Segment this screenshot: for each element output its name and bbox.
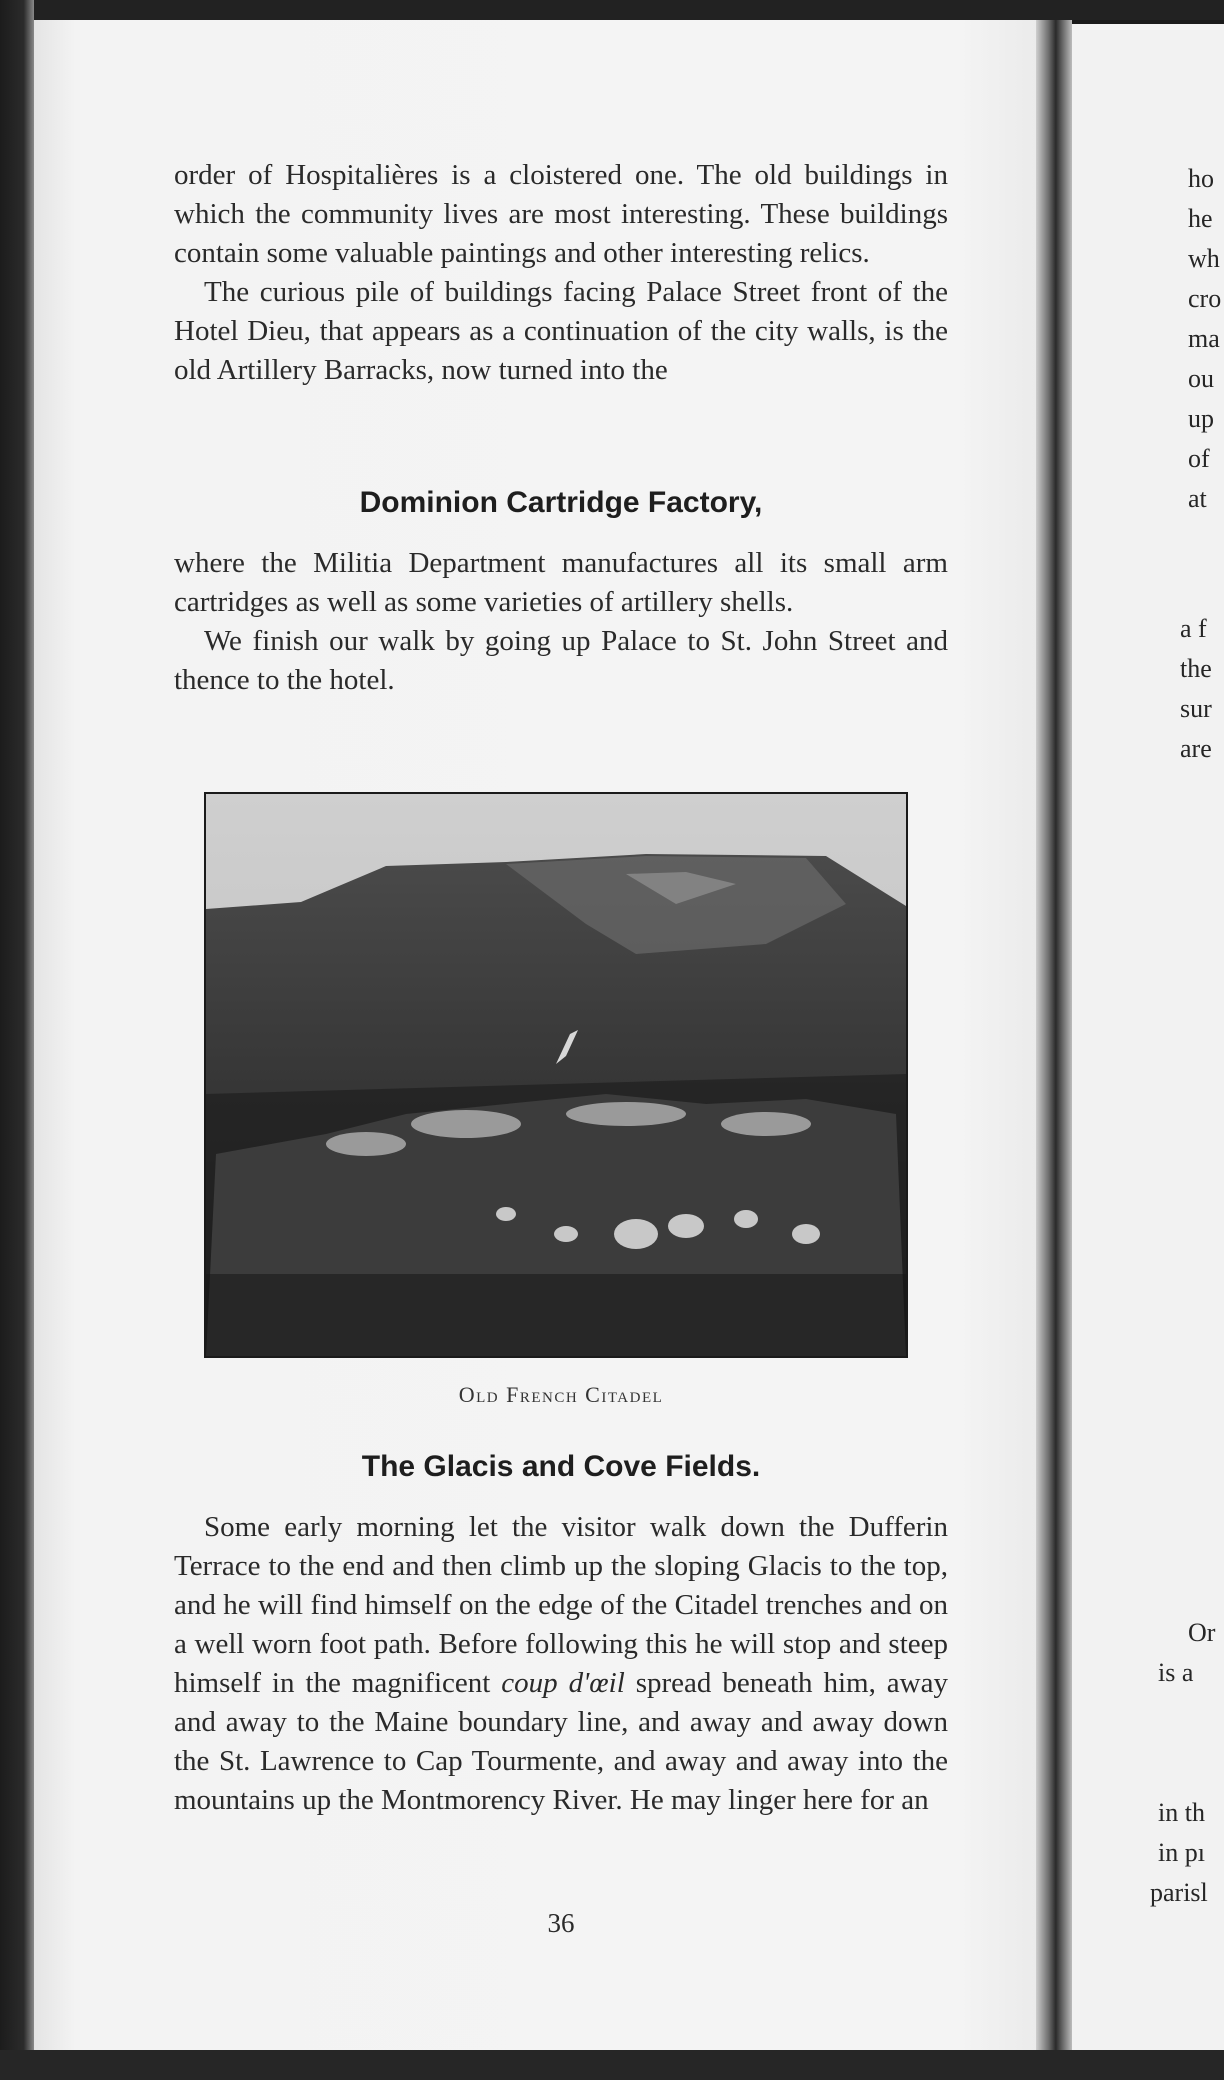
- paragraph-hospitalieres: order of Hospitalières is a cloistered one. The old buildings in which the community lives are most interesting. These buildings contain some valuable paintings and other interesting relics.: [174, 159, 948, 269]
- facing-fragment: parisl: [1150, 1878, 1208, 1907]
- body-text-middle: [174, 544, 948, 700]
- facing-fragment: the: [1180, 654, 1212, 683]
- facing-fragment: up: [1188, 404, 1214, 433]
- paragraph-glacis-walk: [174, 1508, 948, 1820]
- facing-fragment: in th: [1158, 1798, 1205, 1827]
- page-number: 36: [547, 1908, 575, 1938]
- photo-old-french-citadel: [204, 792, 908, 1358]
- heading-glacis-cove-fields: The Glacis and Cove Fields.: [361, 1450, 761, 1483]
- paragraph-finish-walk: We finish our walk by going up Palace to St. John Street and thence to the hotel.: [174, 625, 948, 696]
- scan-border-left: [0, 0, 34, 2080]
- facing-fragment: sur: [1180, 694, 1212, 723]
- facing-fragment: ma: [1188, 324, 1220, 353]
- paragraph-glacis-walk-italic: coup d'œil: [501, 1667, 625, 1699]
- facing-fragment: is a: [1158, 1658, 1194, 1687]
- facing-fragment: he: [1188, 204, 1213, 233]
- paragraph-glacis-walk-part2: spread beneath him, away and away to the Maine boundary line, and away and away down the St. Lawrence to Cap Tourmente, and away and away into the mountains up the Montmorency River. He may linger here for an: [174, 1667, 948, 1816]
- facing-fragment: Or: [1188, 1618, 1216, 1647]
- facing-fragment: ho: [1188, 164, 1214, 193]
- paragraph-artillery-barracks: The curious pile of buildings facing Palace Street front of the Hotel Dieu, that appears as a continuation of the city walls, is the old Artillery Barracks, now turned into the: [174, 276, 948, 386]
- facing-fragment: at: [1188, 484, 1207, 513]
- facing-fragment: of: [1188, 444, 1210, 473]
- facing-fragment: wh: [1188, 244, 1220, 273]
- book-gutter: [1036, 20, 1072, 2050]
- paragraph-militia: where the Militia Department manufactures all its small arm cartridges as well as some varieties of artillery shells.: [174, 547, 948, 618]
- facing-fragment: are: [1180, 734, 1212, 763]
- facing-fragment: in pı: [1158, 1838, 1205, 1867]
- photo-caption: Old French Citadel: [458, 1382, 664, 1407]
- body-text-top: [174, 156, 948, 390]
- facing-fragment: ou: [1188, 364, 1214, 393]
- paragraph-glacis-walk-part1: Some early morning let the visitor walk down the Dufferin Terrace to the end and then climb up the sloping Glacis to the top, and he will find himself on the edge of the Citadel trenches and on a well worn foot path. Before following this he will stop and steep himself in the magnificent: [174, 1511, 948, 1699]
- body-text-bottom: [174, 1508, 948, 1820]
- book-page-right-cropped: [1072, 24, 1224, 2050]
- facing-fragment: cro: [1188, 284, 1222, 313]
- facing-fragment: a f: [1180, 614, 1207, 643]
- scan-border-top: [0, 0, 1224, 20]
- scan-border-bottom: [0, 2050, 1224, 2080]
- heading-cartridge-factory: Dominion Cartridge Factory,: [359, 486, 763, 519]
